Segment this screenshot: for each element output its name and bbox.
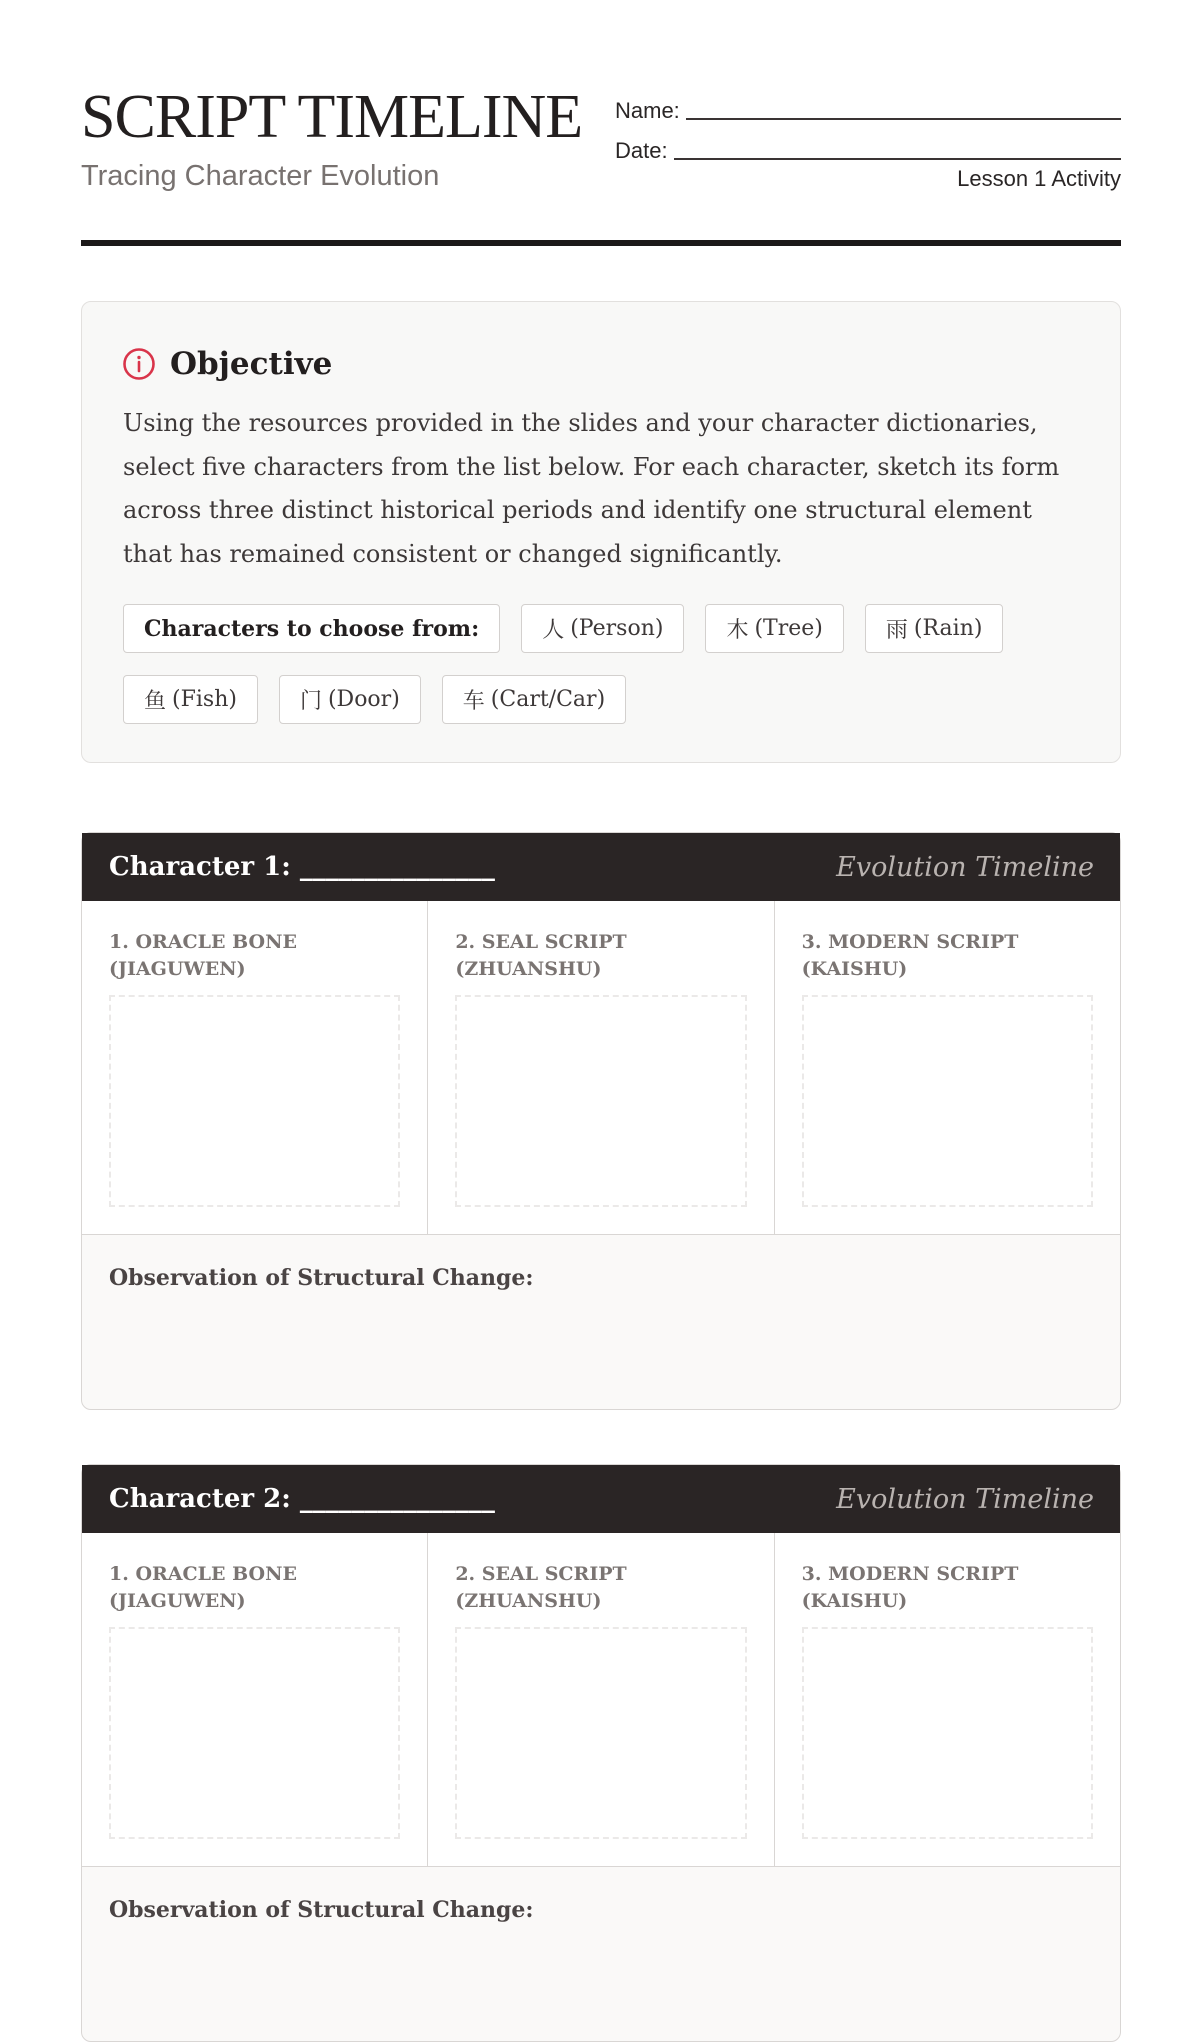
page-title: SCRIPT TIMELINE	[81, 83, 583, 151]
card-tag: Evolution Timeline	[836, 1483, 1094, 1515]
worksheet-page	[81, 0, 1121, 1923]
observation-area[interactable]	[82, 1867, 1120, 2041]
choice-chip-door[interactable]: 门 (Door)	[279, 675, 421, 724]
stage-label: 1. ORACLE BONE (JIAGUWEN)	[109, 1563, 297, 1612]
sketch-box[interactable]	[802, 995, 1093, 1207]
character-card-1	[81, 832, 1121, 1410]
card-title: Character 2: _______________	[109, 1484, 495, 1514]
card-header	[82, 1465, 1120, 1533]
choices-label: Characters to choose from:	[123, 604, 500, 653]
stage-seal-script	[428, 1533, 774, 1866]
stage-label: 3. MODERN SCRIPT (KAISHU)	[801, 1563, 1019, 1612]
card-title: Character 1: _______________	[109, 852, 495, 882]
character-choices	[123, 604, 1083, 724]
objective-title: Objective	[170, 346, 333, 382]
stage-row	[82, 1533, 1120, 1867]
card-header	[82, 833, 1120, 901]
choice-chip-fish[interactable]: 鱼 (Fish)	[123, 675, 258, 724]
lesson-label: Lesson 1 Activity	[957, 166, 1121, 191]
sketch-box[interactable]	[455, 995, 746, 1207]
objective-text: Using the resources provided in the slides and your character dictionaries, select five characters from the list below. For each character, sketch its form across three distinct historical periods and identify one structural element that has remained consistent or changed significantly.	[123, 409, 1060, 568]
card-tag: Evolution Timeline	[836, 851, 1094, 883]
stage-row	[82, 901, 1120, 1235]
observation-area[interactable]	[82, 1235, 1120, 1409]
header-divider	[81, 240, 1121, 246]
student-fields	[615, 84, 1121, 164]
stage-label: 1. ORACLE BONE (JIAGUWEN)	[109, 931, 297, 980]
date-field[interactable]	[615, 124, 1121, 164]
name-line[interactable]	[686, 94, 1121, 120]
observation-label: Observation of Structural Change:	[109, 1265, 534, 1291]
info-icon	[122, 347, 156, 381]
choice-chip-person[interactable]: 人 (Person)	[521, 604, 684, 653]
choice-chip-rain[interactable]: 雨 (Rain)	[865, 604, 1004, 653]
stage-label: 2. SEAL SCRIPT (ZHUANSHU)	[455, 1563, 627, 1612]
stage-label: 2. SEAL SCRIPT (ZHUANSHU)	[455, 931, 627, 980]
choice-chip-cart[interactable]: 车 (Cart/Car)	[442, 675, 626, 724]
worksheet-header	[81, 0, 1121, 248]
character-card-2	[81, 1464, 1121, 2042]
objective-panel	[81, 301, 1121, 763]
page-subtitle: Tracing Character Evolution	[81, 160, 440, 192]
stage-oracle-bone	[82, 1533, 428, 1866]
sketch-box[interactable]	[455, 1627, 746, 1839]
stage-seal-script	[428, 901, 774, 1234]
sketch-box[interactable]	[109, 995, 400, 1207]
stage-label: 3. MODERN SCRIPT (KAISHU)	[801, 931, 1019, 980]
sketch-box[interactable]	[802, 1627, 1093, 1839]
stage-oracle-bone	[82, 901, 428, 1234]
date-line[interactable]	[674, 134, 1121, 160]
name-field[interactable]	[615, 84, 1121, 124]
sketch-box[interactable]	[109, 1627, 400, 1839]
observation-label: Observation of Structural Change:	[109, 1897, 534, 1923]
stage-modern-script	[775, 901, 1120, 1234]
date-label: Date:	[615, 138, 668, 163]
stage-modern-script	[775, 1533, 1120, 1866]
objective-heading	[122, 346, 332, 382]
name-label: Name:	[615, 98, 680, 123]
choice-chip-tree[interactable]: 木 (Tree)	[705, 604, 843, 653]
